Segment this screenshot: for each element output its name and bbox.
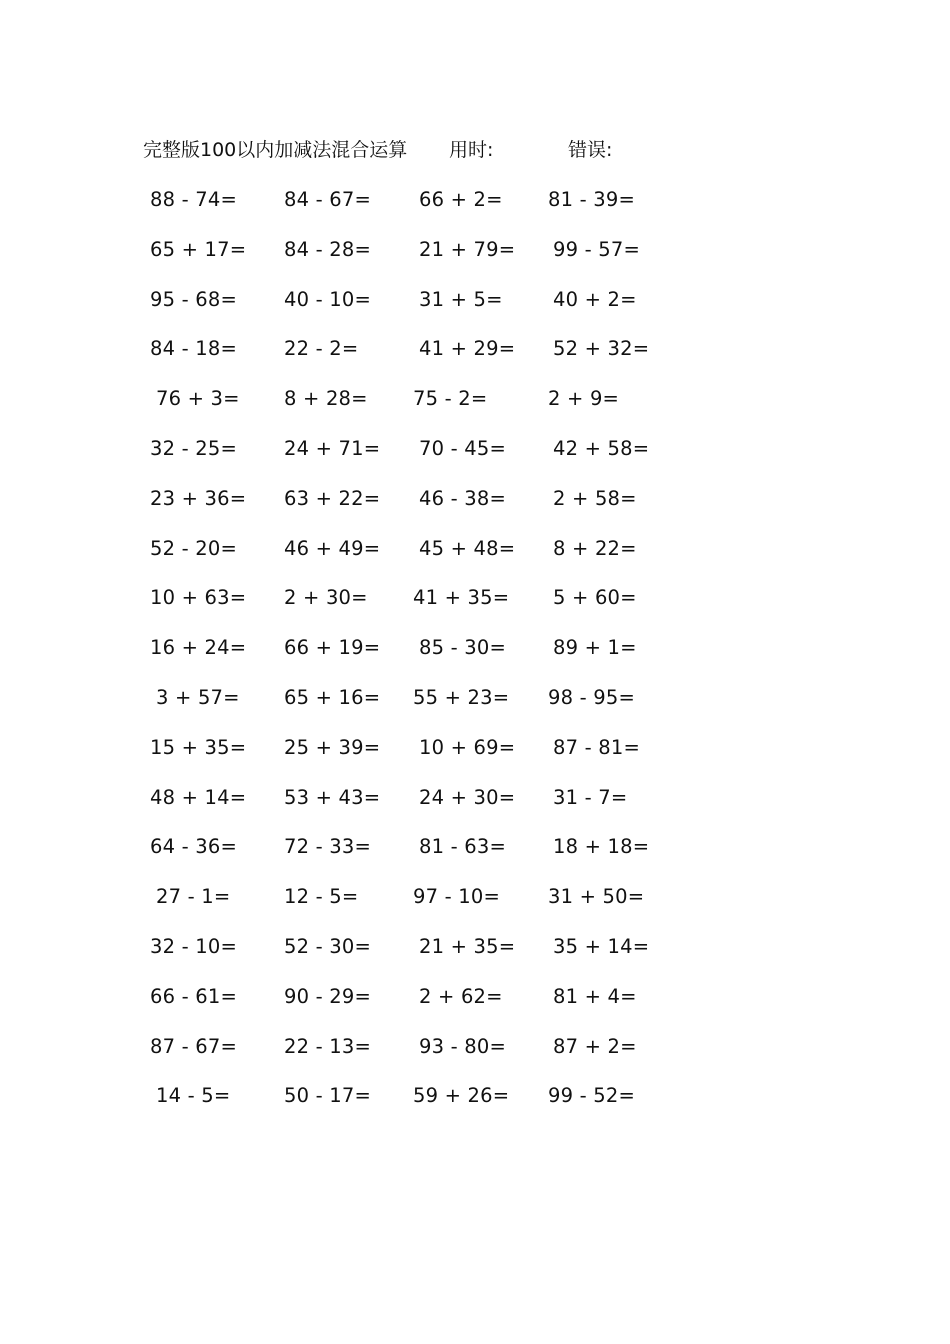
problem-item: 15 + 35= bbox=[150, 735, 247, 759]
problem-item: 40 + 2= bbox=[553, 287, 637, 311]
problem-item: 84 - 28= bbox=[284, 237, 371, 261]
problem-item: 95 - 68= bbox=[150, 287, 237, 311]
problem-item: 59 + 26= bbox=[413, 1084, 510, 1108]
problem-row bbox=[0, 879, 950, 929]
problem-item: 66 + 2= bbox=[419, 188, 503, 211]
problem-item: 72 - 33= bbox=[284, 835, 371, 859]
problem-item: 66 + 19= bbox=[284, 636, 381, 660]
problem-item: 87 - 67= bbox=[150, 1034, 237, 1058]
problem-item: 55 + 23= bbox=[413, 685, 510, 709]
problem-item: 27 - 1= bbox=[156, 885, 231, 909]
problem-row bbox=[0, 829, 950, 879]
problem-item: 12 - 5= bbox=[284, 885, 359, 909]
problem-item: 10 + 63= bbox=[150, 586, 247, 610]
problem-item: 88 - 74= bbox=[150, 188, 237, 211]
problem-item: 98 - 95= bbox=[548, 685, 635, 709]
problem-row bbox=[0, 680, 950, 730]
problem-item: 81 - 63= bbox=[419, 835, 506, 859]
problem-row bbox=[0, 929, 950, 979]
problem-item: 21 + 79= bbox=[419, 237, 516, 261]
problem-row bbox=[0, 531, 950, 581]
problem-item: 8 + 22= bbox=[553, 536, 637, 560]
problem-item: 8 + 28= bbox=[284, 387, 368, 411]
problem-item: 90 - 29= bbox=[284, 984, 371, 1008]
problem-row bbox=[0, 282, 950, 332]
problem-item: 32 - 25= bbox=[150, 436, 237, 460]
errors-label: 错误: bbox=[568, 139, 613, 161]
problem-item: 53 + 43= bbox=[284, 785, 381, 809]
problem-item: 99 - 52= bbox=[548, 1084, 635, 1108]
problem-row bbox=[0, 381, 950, 431]
problem-row bbox=[0, 481, 950, 531]
problem-item: 40 - 10= bbox=[284, 287, 371, 311]
time-label: 用时: bbox=[449, 139, 494, 161]
problem-item: 16 + 24= bbox=[150, 636, 247, 660]
problem-item: 52 - 30= bbox=[284, 934, 371, 958]
problem-item: 99 - 57= bbox=[553, 237, 640, 261]
problem-item: 75 - 2= bbox=[413, 387, 488, 411]
problem-grid bbox=[0, 182, 950, 1128]
problem-item: 2 + 58= bbox=[553, 486, 637, 510]
problem-item: 42 + 58= bbox=[553, 436, 650, 460]
problem-item: 3 + 57= bbox=[156, 685, 240, 709]
problem-item: 25 + 39= bbox=[284, 735, 381, 759]
problem-item: 21 + 35= bbox=[419, 934, 516, 958]
problem-row bbox=[0, 331, 950, 381]
problem-item: 81 - 39= bbox=[548, 188, 635, 211]
problem-item: 31 + 5= bbox=[419, 287, 503, 311]
problem-item: 22 - 2= bbox=[284, 337, 359, 361]
problem-item: 24 + 71= bbox=[284, 436, 381, 460]
problem-item: 70 - 45= bbox=[419, 436, 506, 460]
problem-item: 45 + 48= bbox=[419, 536, 516, 560]
problem-item: 22 - 13= bbox=[284, 1034, 371, 1058]
problem-row bbox=[0, 182, 950, 232]
problem-item: 97 - 10= bbox=[413, 885, 500, 909]
problem-item: 63 + 22= bbox=[284, 486, 381, 510]
problem-row bbox=[0, 979, 950, 1029]
problem-row bbox=[0, 730, 950, 780]
problem-item: 65 + 16= bbox=[284, 685, 381, 709]
problem-row bbox=[0, 780, 950, 830]
problem-item: 84 - 67= bbox=[284, 188, 371, 211]
problem-item: 66 - 61= bbox=[150, 984, 237, 1008]
problem-item: 64 - 36= bbox=[150, 835, 237, 859]
problem-item: 18 + 18= bbox=[553, 835, 650, 859]
problem-item: 24 + 30= bbox=[419, 785, 516, 809]
problem-item: 10 + 69= bbox=[419, 735, 516, 759]
problem-item: 41 + 29= bbox=[419, 337, 516, 361]
worksheet-title: 完整版100以内加减法混合运算 bbox=[143, 139, 408, 161]
problem-item: 93 - 80= bbox=[419, 1034, 506, 1058]
problem-row bbox=[0, 1029, 950, 1079]
problem-item: 85 - 30= bbox=[419, 636, 506, 660]
problem-row bbox=[0, 232, 950, 282]
problem-item: 35 + 14= bbox=[553, 934, 650, 958]
problem-item: 50 - 17= bbox=[284, 1084, 371, 1108]
problem-item: 65 + 17= bbox=[150, 237, 247, 261]
problem-item: 46 + 49= bbox=[284, 536, 381, 560]
worksheet-header bbox=[143, 135, 843, 165]
problem-item: 2 + 62= bbox=[419, 984, 503, 1008]
problem-item: 31 - 7= bbox=[553, 785, 628, 809]
problem-row bbox=[0, 580, 950, 630]
problem-item: 2 + 9= bbox=[548, 387, 620, 411]
problem-row bbox=[0, 630, 950, 680]
problem-item: 81 + 4= bbox=[553, 984, 637, 1008]
problem-item: 52 + 32= bbox=[553, 337, 650, 361]
problem-item: 31 + 50= bbox=[548, 885, 645, 909]
problem-item: 2 + 30= bbox=[284, 586, 368, 610]
problem-item: 87 + 2= bbox=[553, 1034, 637, 1058]
problem-item: 32 - 10= bbox=[150, 934, 237, 958]
problem-item: 14 - 5= bbox=[156, 1084, 231, 1108]
problem-item: 23 + 36= bbox=[150, 486, 247, 510]
problem-item: 84 - 18= bbox=[150, 337, 237, 361]
problem-item: 46 - 38= bbox=[419, 486, 506, 510]
problem-item: 52 - 20= bbox=[150, 536, 237, 560]
problem-item: 89 + 1= bbox=[553, 636, 637, 660]
problem-item: 41 + 35= bbox=[413, 586, 510, 610]
problem-item: 5 + 60= bbox=[553, 586, 637, 610]
problem-row bbox=[0, 431, 950, 481]
problem-item: 76 + 3= bbox=[156, 387, 240, 411]
problem-item: 48 + 14= bbox=[150, 785, 247, 809]
problem-item: 87 - 81= bbox=[553, 735, 640, 759]
problem-row bbox=[0, 1078, 950, 1128]
